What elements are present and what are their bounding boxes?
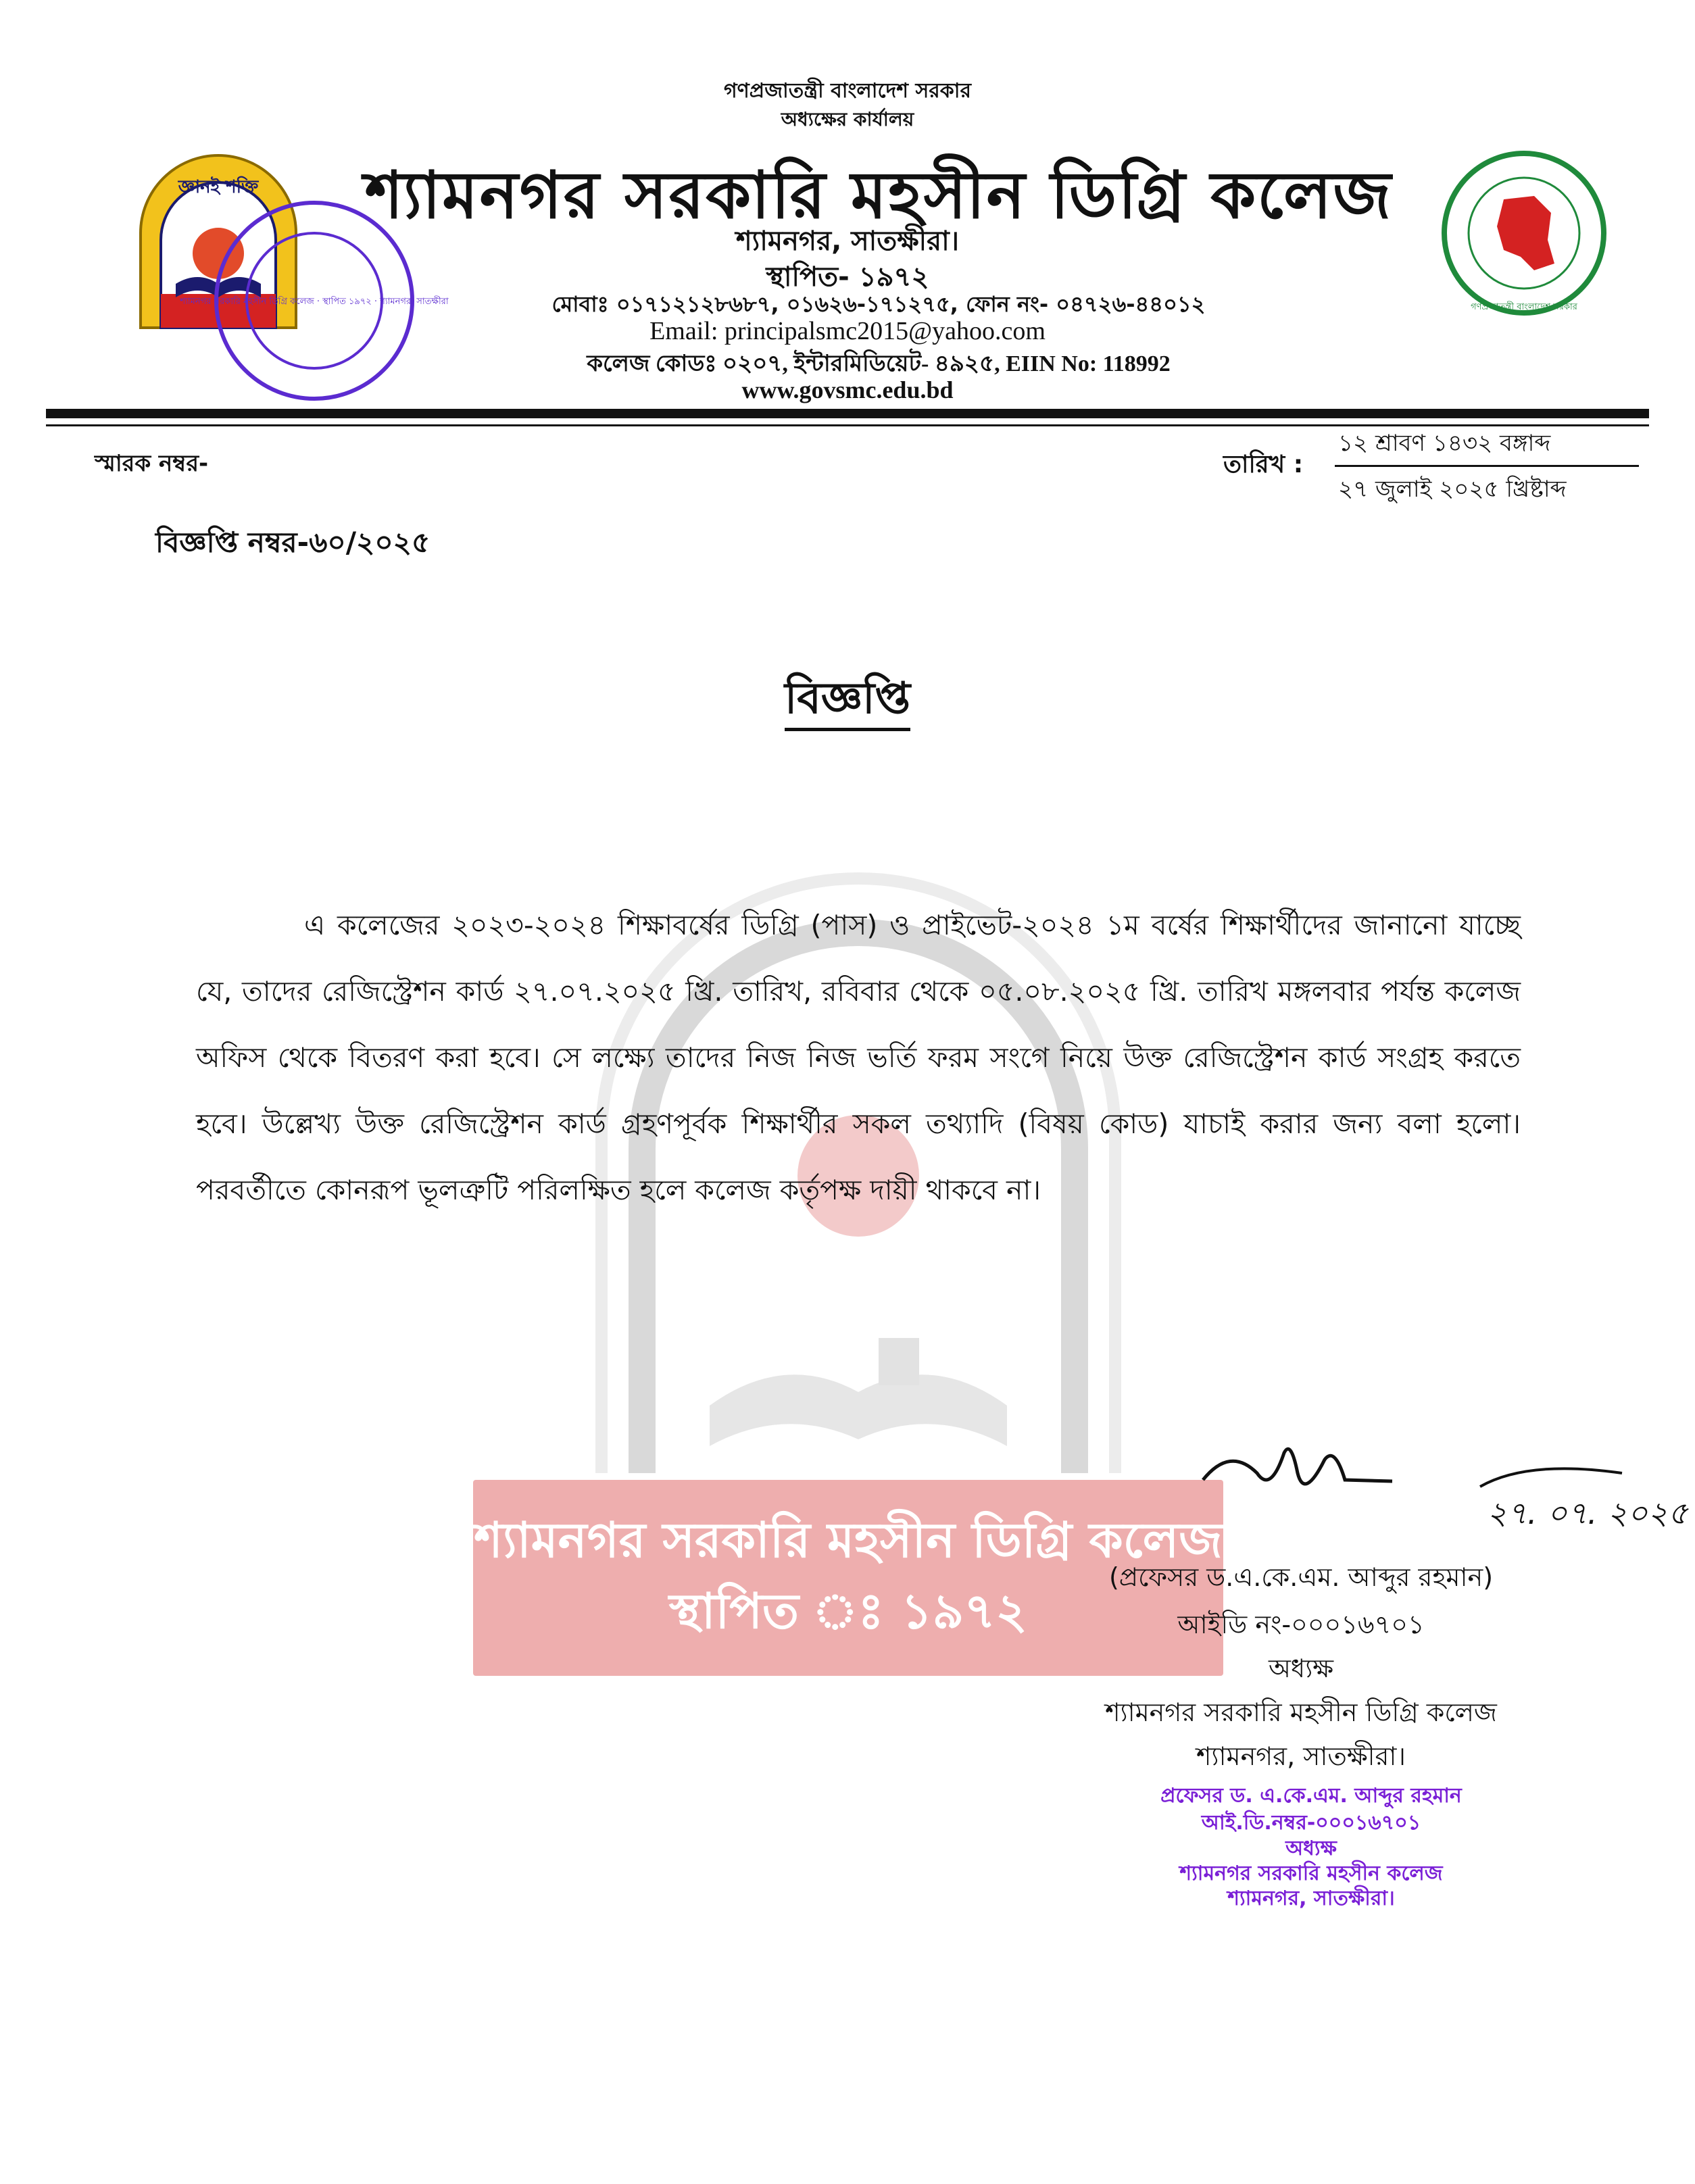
notice-heading-text: বিজ্ঞপ্তি: [785, 674, 910, 731]
signatory-id: আইডি নং-০০০১৬৭০১: [1177, 1610, 1425, 1639]
stamp-id: আই.ডি.নম্বর-০০০১৬৭০১: [1201, 1811, 1421, 1835]
logo-motto: জ্ঞানই শক্তি: [178, 177, 259, 197]
stamp-college: শ্যামনগর সরকারি মহসীন কলেজ: [1179, 1862, 1443, 1885]
notice-body: এ কলেজের ২০২৩-২০২৪ শিক্ষাবর্ষের ডিগ্রি (পাস) ও প্রাইভেট-২০২৪ ১ম বর্ষের শিক্ষার্থীদের জানানো যাচ্ছে যে, তাদের রেজিস্ট্রেশন কার্ড ২৭.০৭.২০২৫ খ্রি. তারিখ, রবিবার থেকে ০৫.০৮.২০২৫ খ্রি. তারিখ মঙ্গলবার পর্যন্ত কলেজ অফিস থেকে বিতরণ করা হবে। সে লক্ষ্যে তাদের নিজ নিজ ভর্তি ফরম সংগে নিয়ে উক্ত রেজিস্ট্রেশন কার্ড সংগ্রহ করতে হবে। উল্লেখ্য উক্ত রেজিস্ট্রেশন কার্ড গ্রহণপূর্বক শিক্ষার্থীর সকল তথ্যাদি (বিষয় কোড) যাচাই করার জন্য বলা হলো। পরবর্তীতে কোনরূপ ভূলত্রুটি পরিলক্ষিত হলে কলেজ কর্তৃপক্ষ দায়ী থাকবে না।: [196, 909, 1521, 1206]
header-office: অধ্যক্ষের কার্যালয়: [781, 108, 914, 130]
header-website: www.govsmc.edu.bd: [741, 376, 954, 403]
signatory-college: শ্যামনগর সরকারি মহসীন ডিগ্রি কলেজ: [1105, 1697, 1497, 1727]
header-place: শ্যামনগর, সাতক্ষীরা।: [735, 226, 960, 257]
watermark-line2: স্থাপিত ঃ ১৯৭২: [669, 1583, 1027, 1639]
header-government: গণপ্রজাতন্ত্রী বাংলাদেশ সরকার: [724, 79, 971, 103]
date-divider: [1335, 465, 1639, 467]
signatory-title: অধ্যক্ষ: [1268, 1654, 1333, 1683]
college-name: শ্যামনগর সরকারি মহসীন ডিগ্রি কলেজ: [364, 157, 1393, 233]
header-email: Email: principalsmc2015@yahoo.com: [649, 317, 1046, 345]
notice-number: বিজ্ঞপ্তি নম্বর-৬০/২০২৫: [155, 526, 431, 559]
stamp-place: শ্যামনগর, সাতক্ষীরা।: [1227, 1887, 1395, 1910]
seal-text: শ্যামনগর সরকারি মহসীন ডিগ্রি কলেজ · স্থাপিত ১৯৭২ · শ্যামনগর, সাতক্ষীরা: [180, 297, 449, 307]
stamp-name: প্রফেসর ড. এ.কে.এম. আব্দুর রহমান: [1160, 1784, 1462, 1808]
header-established: স্থাপিত- ১৯৭২: [766, 262, 929, 293]
header-codes: কলেজ কোডঃ ০২০৭, ইন্টারমিডিয়েট- ৪৯২৫, EIIN No: 118992: [587, 351, 1171, 376]
header-phone: মোবাঃ ০১৭১২১২৮৬৮৭, ০১৬২৬-১৭১২৭৫, ফোন নং- ০৪৭২৬-৪৪০১২: [551, 291, 1206, 317]
memo-number-label: স্মারক নম্বর-: [95, 450, 209, 477]
govt-seal-text: গণপ্রজাতন্ত্রী বাংলাদেশ সরকার: [1471, 302, 1577, 312]
date-english: ২৭ জুলাই ২০২৫ খ্রিষ্টাব্দ: [1338, 476, 1567, 503]
stamp-title: অধ্যক্ষ: [1285, 1837, 1337, 1860]
watermark-line1: শ্যামনগর সরকারি মহসীন ডিগ্রি কলেজ: [474, 1512, 1223, 1568]
date-bangla: ১২ শ্রাবণ ১৪৩২ বঙ্গাব্দ: [1338, 430, 1551, 457]
notice-heading: [0, 666, 1695, 738]
signatory-place: শ্যামনগর, সাতক্ষীরা।: [1196, 1741, 1406, 1771]
signatory-name: (প্রফেসর ড.এ.কে.এম. আব্দুর রহমান): [1108, 1562, 1494, 1592]
date-label: তারিখ :: [1223, 451, 1304, 478]
header-divider-thick: [46, 409, 1649, 418]
signature-date: ২৭. ০৭. ২০২৫: [1487, 1495, 1688, 1531]
handwritten-signature: [1189, 1433, 1688, 1541]
